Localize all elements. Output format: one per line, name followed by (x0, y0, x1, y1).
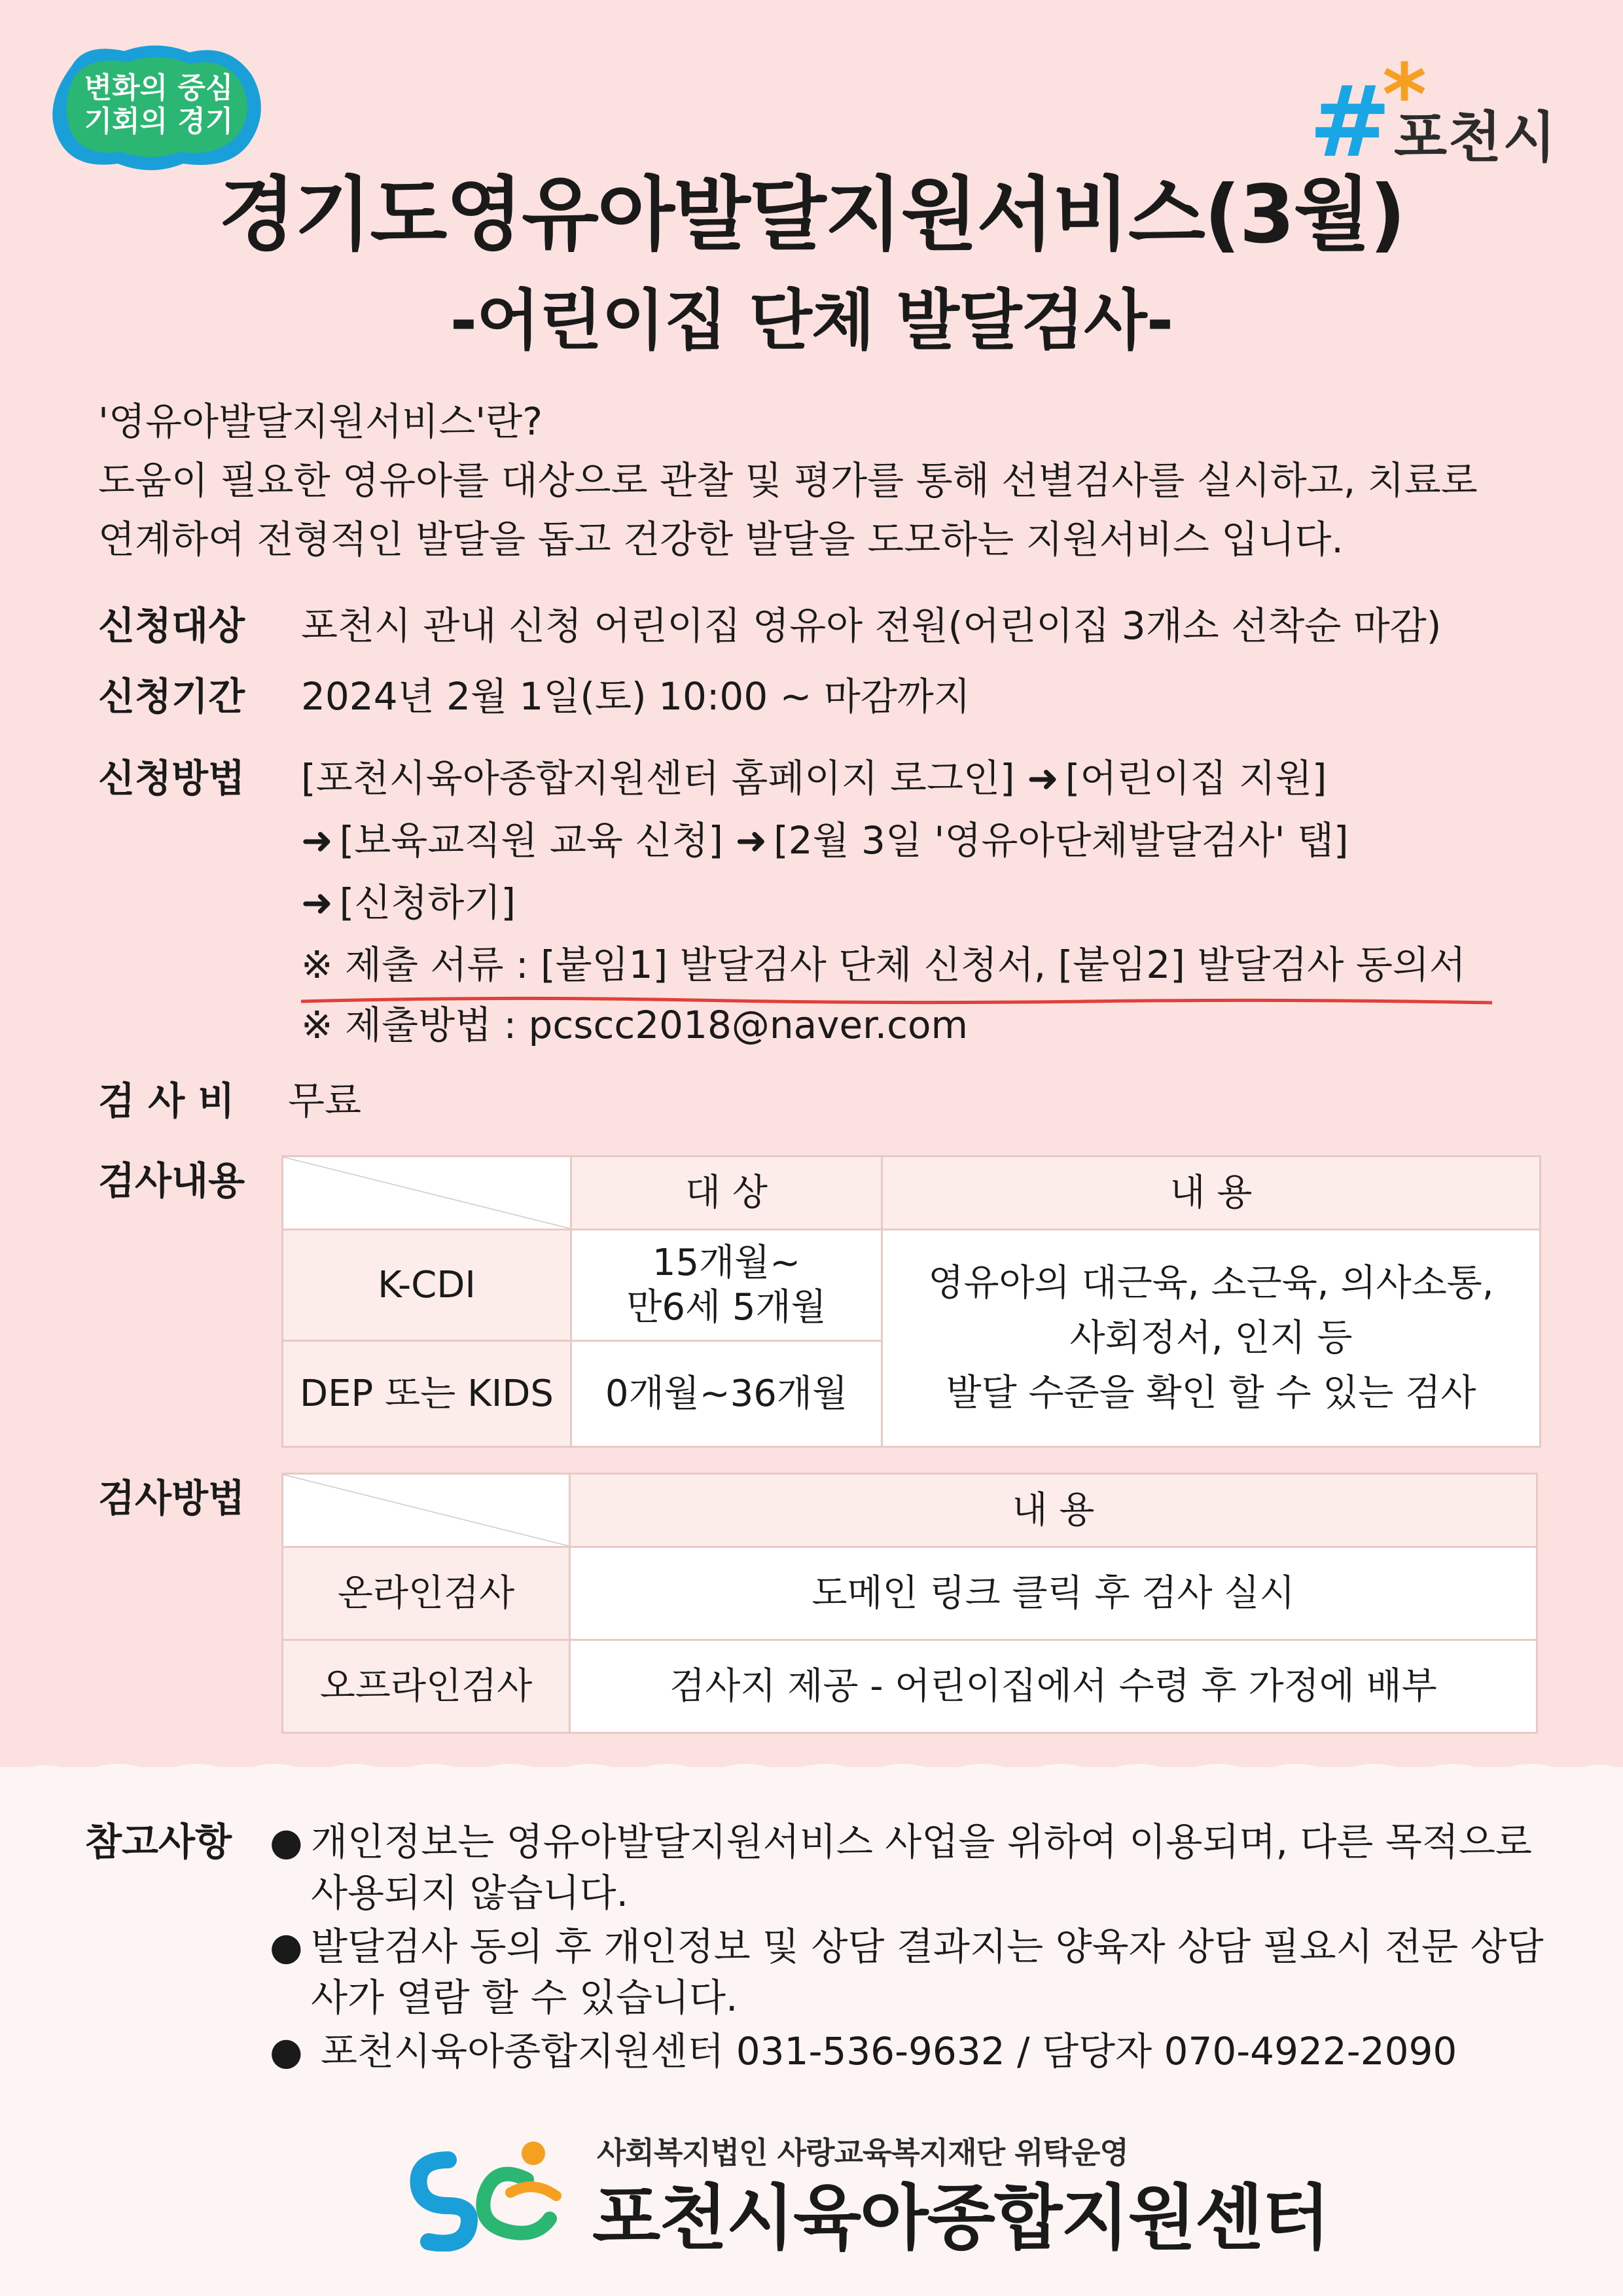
header-content: 내 용 (882, 1157, 1541, 1230)
footer-operator: 사회복지법인 사랑교육복지재단 위탁운영 (597, 2135, 1128, 2170)
bullet-icon: ● (270, 1924, 303, 1969)
pocheon-star-mark: * (1382, 45, 1427, 145)
method-step-apply: [신청하기] (339, 880, 516, 925)
row-name-online: 온라인검사 (283, 1547, 570, 1640)
note-item (270, 1816, 1571, 1919)
bullet-icon: ● (270, 2029, 303, 2073)
wave-divider (0, 1741, 1623, 1800)
test-method-table (281, 1473, 1538, 1734)
note-line: 개인정보는 영유아발달지원서비스 사업을 위하여 이용되며, 다른 목적으로 (311, 1820, 1532, 1864)
gyeonggi-logo (46, 39, 272, 173)
footer-center-name: 포천시육아종합지원센터 (592, 2178, 1329, 2259)
row-target-dep-kids: 0개월~36개월 (571, 1341, 882, 1447)
row-name-offline: 오프라인검사 (283, 1640, 570, 1733)
period-label: 신청기간 (98, 674, 245, 719)
period-value: 2024년 2월 1일(토) 10:00 ~ 마감까지 (301, 674, 971, 719)
gyeonggi-slogan-line1: 변화의 중심 (84, 71, 234, 105)
intro-line-2: 도움이 필요한 영유아를 대상으로 관찰 및 평가를 통해 선별검사를 실시하고, 치료로 (98, 458, 1478, 503)
arrow-right-icon: ➜ (301, 818, 333, 863)
note-line: 사용되지 않습니다. (311, 1871, 629, 1916)
content-line: 영유아의 대근육, 소근육, 의사소통, (928, 1261, 1494, 1304)
gyeonggi-slogan-line2: 기회의 경기 (84, 104, 234, 138)
intro-line-1: '영유아발달지원서비스'란? (98, 399, 543, 444)
fee-label: 검 사 비 (98, 1079, 235, 1123)
test-content-table (281, 1155, 1541, 1448)
content-label: 검사내용 (98, 1158, 245, 1203)
target-line: 만6세 5개월 (626, 1285, 827, 1329)
note-line: 발달검사 동의 후 개인정보 및 상담 결과지는 양육자 상담 필요시 전문 상담 (311, 1924, 1544, 1969)
row-content-offline: 검사지 제공 - 어린이집에서 수령 후 가정에 배부 (570, 1640, 1537, 1733)
submit-documents: ※ 제출 서류 : [붙임1] 발달검사 단체 신청서, [붙임2] 발달검사 동의서 (301, 942, 1466, 987)
arrow-right-icon: ➜ (1027, 756, 1059, 800)
arrow-right-icon: ➜ (301, 880, 333, 925)
note-line: 사가 열람 할 수 있습니다. (311, 1975, 738, 2020)
page-subtitle: -어린이집 단체 발달검사- (450, 282, 1173, 359)
row-name-kcdi: K-CDI (283, 1230, 571, 1341)
intro-line-3: 연계하여 전형적인 발달을 돕고 건강한 발달을 도모하는 지원서비스 입니다. (98, 517, 1344, 562)
row-content-online: 도메인 링크 클릭 후 검사 실시 (570, 1547, 1537, 1640)
method2-label: 검사방법 (98, 1476, 245, 1520)
center-logo (402, 2134, 573, 2251)
row-name-dep-kids: DEP 또는 KIDS (283, 1341, 571, 1447)
content-line: 사회정서, 인지 등 (1069, 1316, 1353, 1359)
bullet-icon: ● (270, 1820, 303, 1864)
method-line-1 (301, 756, 1327, 802)
note-line: 포천시육아종합지원센터 031-536-9632 / 담당자 070-4922-2090 (321, 2029, 1457, 2073)
arrow-right-icon: ➜ (735, 818, 768, 863)
method-step-education: [보육교직원 교육 신청] (339, 818, 723, 863)
method-step-login: [포천시육아종합지원센터 홈페이지 로그인] (301, 756, 1015, 800)
method-step-daycare: [어린이집 지원] (1065, 756, 1327, 800)
target-value: 포천시 관내 신청 어린이집 영유아 전원(어린이집 3개소 선착순 마감) (301, 603, 1442, 648)
note-item (270, 2026, 1571, 2077)
submit-method: ※ 제출방법 : pcscc2018@naver.com (301, 1003, 969, 1047)
fee-value: 무료 (288, 1079, 362, 1123)
note-item (270, 1921, 1571, 2024)
header-target: 대 상 (571, 1157, 882, 1230)
page-title: 경기도영유아발달지원서비스(3월) (218, 168, 1405, 261)
header-method-content: 내 용 (570, 1474, 1537, 1547)
pocheon-logo (1309, 45, 1558, 179)
target-label: 신청대상 (98, 603, 245, 648)
row-target-kcdi (571, 1230, 882, 1341)
notes-label: 참고사항 (85, 1820, 232, 1864)
table-corner (283, 1157, 571, 1230)
method-line-2 (301, 818, 1349, 864)
method-line-3 (301, 880, 516, 926)
test-content-cell (882, 1230, 1541, 1447)
content-line: 발달 수준을 확인 할 수 있는 검사 (946, 1371, 1476, 1414)
pocheon-name: 포천시 (1394, 105, 1558, 170)
table-corner (283, 1474, 570, 1547)
pocheon-hash-mark: # (1309, 65, 1391, 179)
method-label: 신청방법 (98, 756, 245, 800)
method-step-tab: [2월 3일 '영유아단체발달검사' 탭] (774, 818, 1349, 863)
target-line: 15개월~ (652, 1242, 801, 1285)
